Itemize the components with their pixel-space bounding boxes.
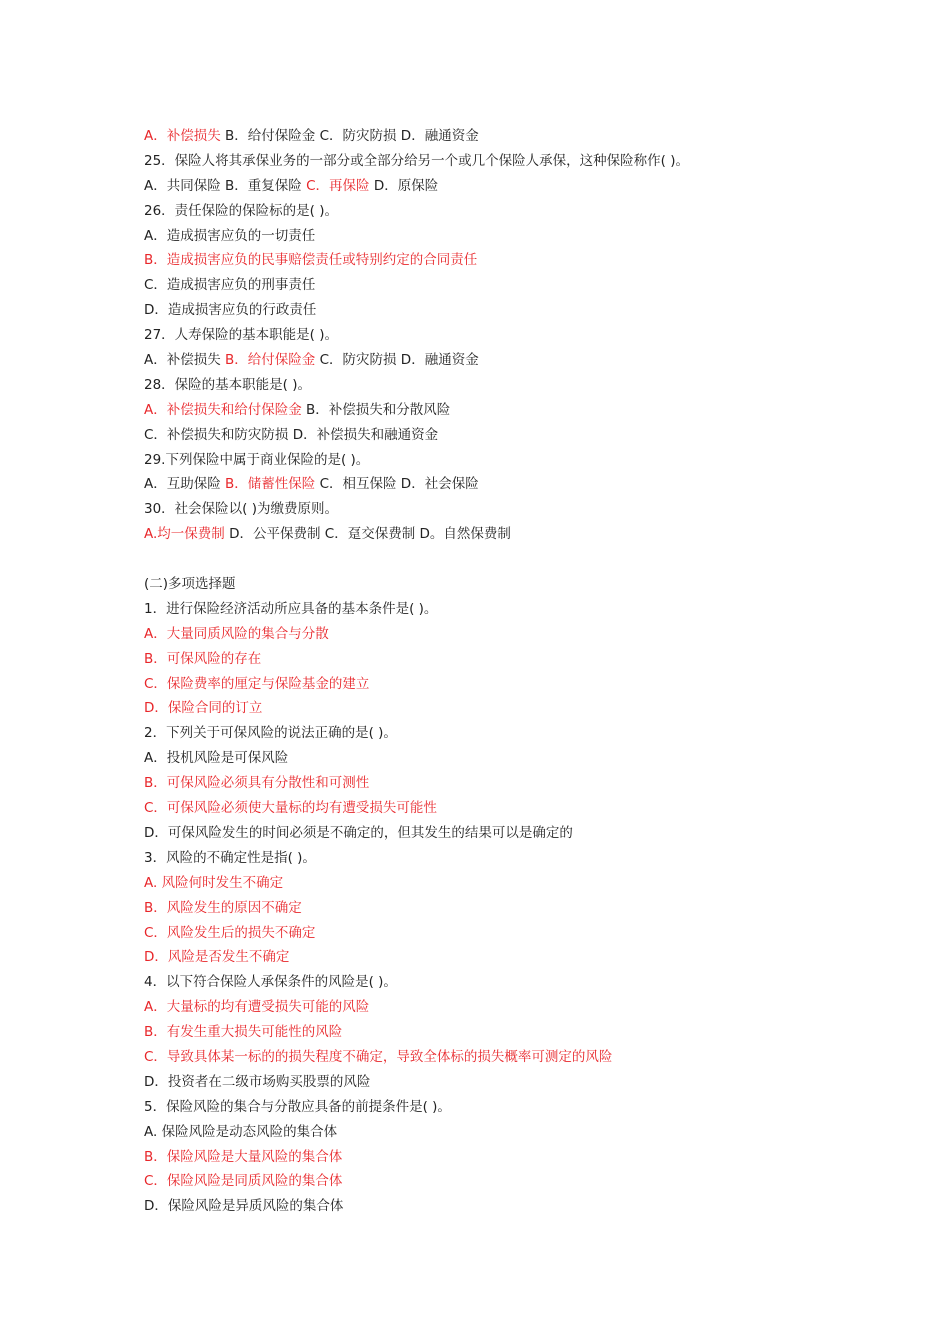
text-line [144,398,864,423]
answer-text: B．给付保险金 [225,352,320,369]
question-text: D．公平保费制 C．趸交保费制 D。自然保费制 [229,526,511,543]
answer-text: C．保险风险是同质风险的集合体 [144,1173,343,1190]
answer-text: D．保险合同的订立 [144,700,263,717]
text-line [144,248,864,273]
question-text: 27．人寿保险的基本职能是( )。 [144,327,339,344]
text-line [144,522,864,547]
question-text: 3．风险的不确定性是指( )。 [144,849,316,866]
text-line [144,1194,864,1219]
text-line [144,696,864,721]
answer-text: C．导致具体某一标的的损失程度不确定，导致全体标的损失概率可测定的风险 [144,1048,613,1065]
text-line [144,124,864,149]
question-text: A．共同保险 B．重复保险 [144,177,307,194]
text-line [144,771,864,796]
question-text: 29.下列保险中属于商业保险的是( )。 [144,451,370,468]
text-line [144,1120,864,1145]
answer-text: B．造成损害应负的民事赔偿责任或特别约定的合同责任 [144,252,478,269]
answer-text: C．再保险 [306,177,374,194]
question-text: C．防灾防损 D．融通资金 [319,352,479,369]
text-line [144,323,864,348]
answer-text: A.均一保费制 [144,526,230,543]
text-line [144,921,864,946]
text-line [144,945,864,970]
question-text: A．互助保险 [144,476,226,493]
text-line [144,572,864,597]
text-line [144,149,864,174]
answer-text: B．保险风险是大量风险的集合体 [144,1148,343,1165]
text-line [144,497,864,522]
text-line [144,846,864,871]
question-text: 25．保险人将其承保业务的一部分或全部分给另一个或几个保险人承保，这种保险称作( )。 [144,152,690,169]
text-line [144,647,864,672]
answer-text: C．保险费率的厘定与保险基金的建立 [144,675,370,692]
question-text: 5．保险风险的集合与分散应具备的前提条件是( )。 [144,1098,451,1115]
question-text: D．投资者在二级市场购买股票的风险 [144,1073,371,1090]
answer-text: B．可保风险的存在 [144,650,262,667]
text-line [144,298,864,323]
question-text: 28．保险的基本职能是( )。 [144,376,312,393]
answer-text: D．风险是否发生不确定 [144,949,290,966]
text-line [144,348,864,373]
question-text: 1．进行保险经济活动所应具备的基本条件是( )。 [144,600,438,617]
question-text: 26．责任保险的保险标的是( )。 [144,202,339,219]
text-line [144,721,864,746]
text-line [144,224,864,249]
question-text: C．相互保险 D．社会保险 [319,476,479,493]
question-text: D．保险风险是异质风险的集合体 [144,1198,344,1215]
question-text: 2．下列关于可保风险的说法正确的是( )。 [144,725,397,742]
text-line [144,1045,864,1070]
text-line [144,1070,864,1095]
question-text: 4．以下符合保险人承保条件的风险是( )。 [144,974,397,991]
text-line [144,1169,864,1194]
text-line [144,199,864,224]
blank-line [144,547,864,572]
text-line [144,796,864,821]
text-line [144,821,864,846]
question-text: D．可保风险发生的时间必须是不确定的，但其发生的结果可以是确定的 [144,824,573,841]
text-line [144,373,864,398]
text-line [144,746,864,771]
text-line [144,273,864,298]
answer-text: A．大量标的均有遭受损失可能的风险 [144,999,370,1016]
document-page [144,124,864,1219]
text-line [144,896,864,921]
question-text: A．造成损害应负的一切责任 [144,227,316,244]
question-text: B．补偿损失和分散风险 [306,401,451,418]
question-text: D．造成损害应负的行政责任 [144,302,317,319]
answer-text: A．补偿损失 [144,128,226,144]
question-text: D．原保险 [373,177,439,194]
answer-text: C．可保风险必须使大量标的均有遭受损失可能性 [144,800,437,817]
question-text: A．补偿损失 [144,352,226,369]
question-text: (二)多项选择题 [144,576,236,593]
answer-text: B．可保风险必须具有分散性和可测性 [144,775,370,792]
text-line [144,970,864,995]
text-line [144,472,864,497]
answer-text: A. 风险何时发生不确定 [144,874,284,891]
answer-text: C．风险发生后的损失不确定 [144,924,316,941]
answer-text: B．风险发生的原因不确定 [144,899,302,916]
question-text: C．造成损害应负的刑事责任 [144,277,316,294]
text-line [144,995,864,1020]
text-line [144,622,864,647]
text-line [144,597,864,622]
question-text: B．给付保险金 C．防灾防损 D．融通资金 [225,128,479,144]
text-line [144,1145,864,1170]
question-text: C．补偿损失和防灾防损 D．补偿损失和融通资金 [144,426,439,443]
text-line [144,1020,864,1045]
question-text: 30．社会保险以( )为缴费原则。 [144,501,339,518]
text-line [144,448,864,473]
text-line [144,174,864,199]
answer-text: A．补偿损失和给付保险金 [144,401,307,418]
text-line [144,423,864,448]
text-line [144,871,864,896]
question-text: A．投机风险是可保风险 [144,750,289,767]
text-line [144,1095,864,1120]
text-line [144,672,864,697]
answer-text: B．有发生重大损失可能性的风险 [144,1024,343,1041]
answer-text: A．大量同质风险的集合与分散 [144,625,329,642]
answer-text: B．储蓄性保险 [225,476,320,493]
question-text: A. 保险风险是动态风险的集合体 [144,1123,338,1140]
